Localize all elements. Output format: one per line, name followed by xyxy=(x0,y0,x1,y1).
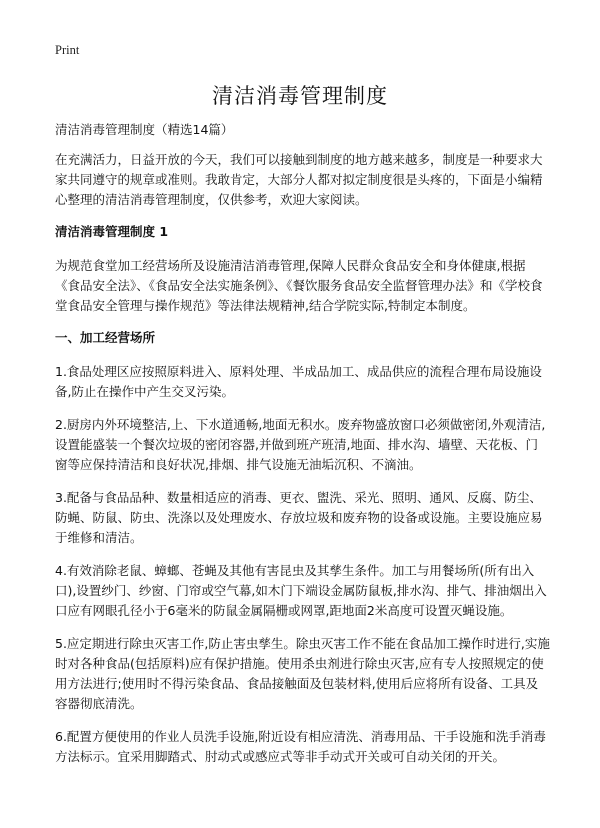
intro-paragraph: 在充满活力，日益开放的今天，我们可以接触到制度的地方越来越多，制度是一种要求大家共同遵守的规章或准则。我敢肯定，大部分人都对拟定制度很是头疼的，下面是小编精心整理的清洁消毒管理制度，仅供参考，欢迎大家阅读。 xyxy=(55,152,543,207)
document-subtitle: 清洁消毒管理制度（精选14篇） xyxy=(55,122,234,137)
list-item: 1.食品处理区应按照原料进入、原料处理、半成品加工、成品供应的流程合理布局设施设备,防止在操作中产生交叉污染。 xyxy=(55,364,542,399)
page-title: 清洁消毒管理制度 xyxy=(212,84,388,108)
list-item: 6.配置方便使用的作业人员洗手设施,附近设有相应清洗、消毒用品、干手设施和洗手消毒方法标示。宜采用脚踏式、肘动式或感应式等非手动式开关或可自动关闭的开关。 xyxy=(55,729,546,764)
section-paragraph: 为规范食堂加工经营场所及设施清洁消毒管理,保障人民群众食品安全和身体健康,根据《食品安全法》、《食品安全法实施条例》、《餐饮服务食品安全监督管理办法》和《学校食堂食品安全管理与操作规范》等法律法规精神,结合学院实际,特制定本制度。 xyxy=(55,258,543,313)
list-item: 2.厨房内外环境整洁,上、下水道通畅,地面无积水。废弃物盛放窗口必须做密闭,外观清洁,设置能盛装一个餐次垃圾的密闭容器,并做到班产班清,地面、排水沟、墙壁、天花板、门窗等应保持清洁和良好状况,排烟、排气设施无油垢沉积、不滴油。 xyxy=(55,417,546,472)
list-item: 4.有效消除老鼠、蟑螂、苍蝇及其他有害昆虫及其孳生条件。加工与用餐场所(所有出入口),设置纱门、纱窗、门帘或空气幕,如木门下端设金属防鼠板,排水沟、排气、排油烟出入口应有网眼孔径小于6毫米的防鼠金属隔栅或网罩,距地面2米高度可设置灭蝇设施。 xyxy=(55,563,547,618)
section-heading: 清洁消毒管理制度 1 xyxy=(55,224,169,239)
list-item: 3.配备与食品品种、数量相适应的消毒、更衣、盥洗、采光、照明、通风、反腐、防尘、防蝇、防鼠、防虫、洗涤以及处理废水、存放垃圾和废弃物的设备或设施。主要设施应易于维修和清洁。 xyxy=(55,490,543,545)
document-body xyxy=(55,120,550,780)
print-link[interactable]: Print xyxy=(55,43,80,57)
subsection-heading: 一、加工经营场所 xyxy=(55,330,156,345)
list-item: 5.应定期进行除虫灭害工作,防止害虫孳生。除虫灭害工作不能在食品加工操作时进行,实施时对各种食品(包括原料)应有保护措施。使用杀虫剂进行除虫灭害,应有专人按照规定的使用方法进行;使用时不得污染食品、食品接触面及包装材料,使用后应将所有设备、工具及容器彻底清洗。 xyxy=(55,636,550,711)
